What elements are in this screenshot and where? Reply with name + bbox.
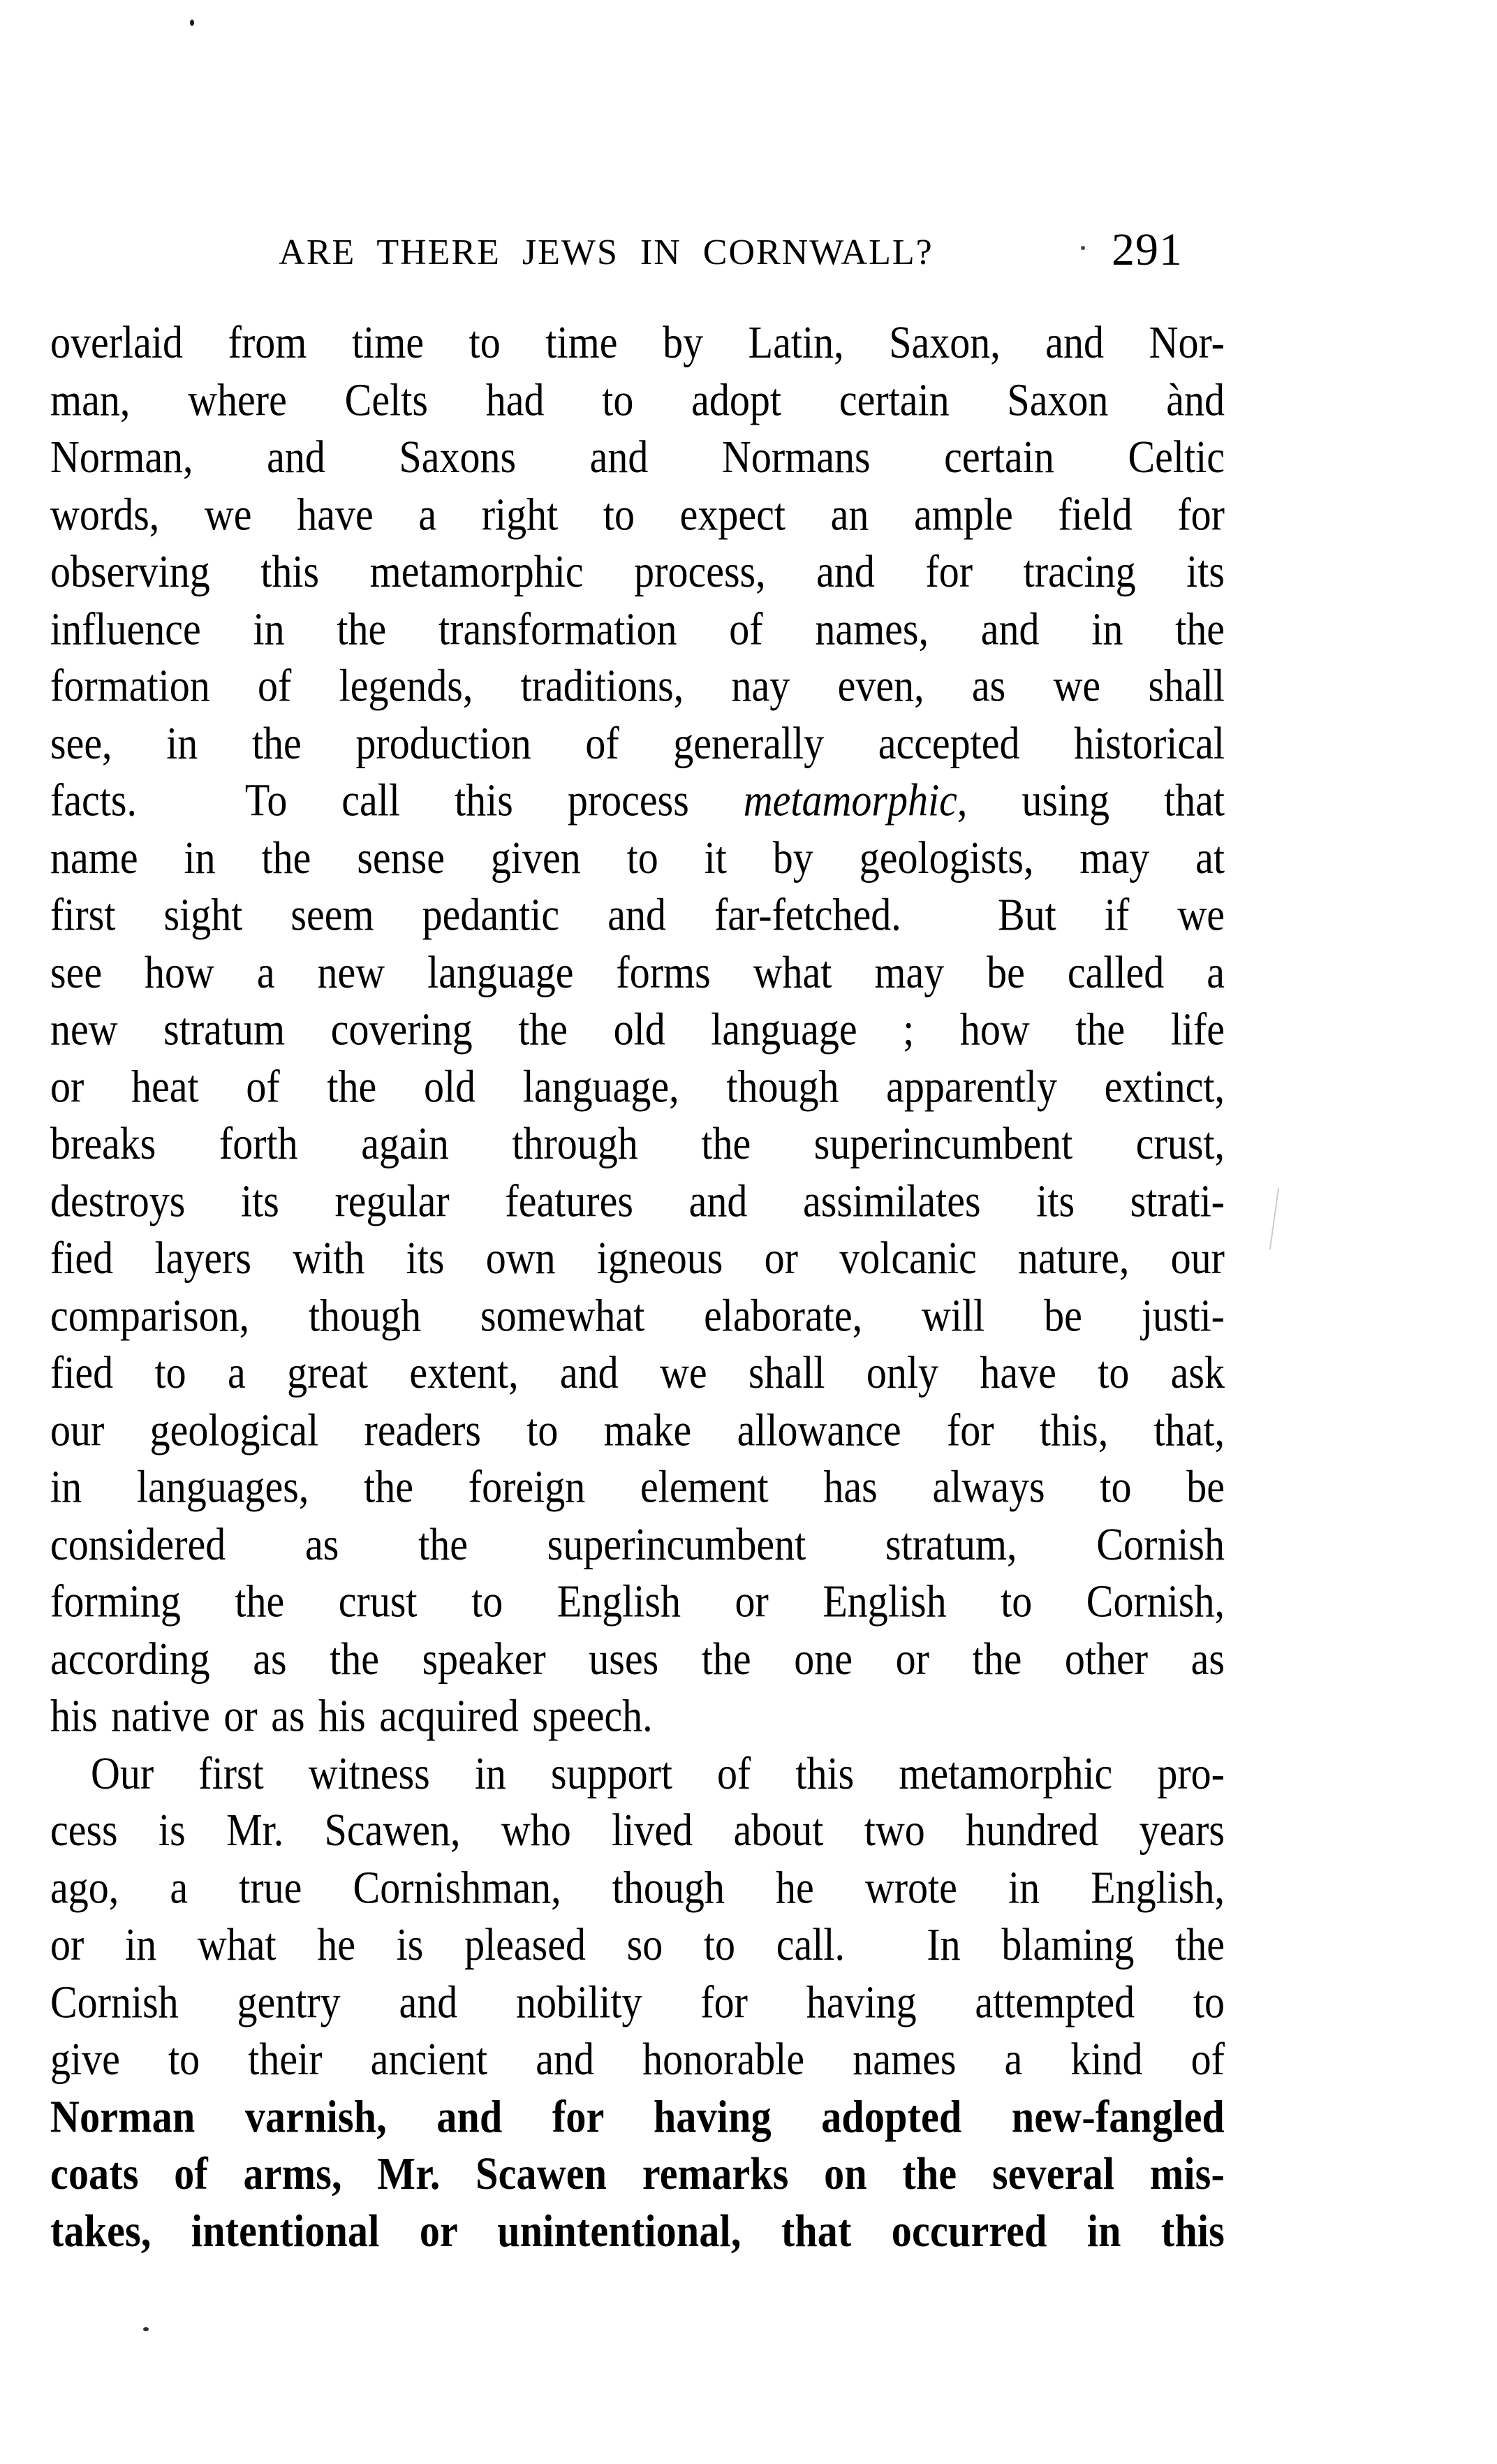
text-line: see, in the production of generally accepted historical bbox=[50, 717, 1225, 769]
text-line: Norman, and Saxons and Normans certain Celtic bbox=[50, 431, 1225, 483]
text-line: overlaid from time to time by Latin, Saxon, and Nor- bbox=[50, 316, 1225, 368]
text-line: formation of legends, traditions, nay even, as we shall bbox=[50, 659, 1225, 712]
text-line: his native or as his acquired speech. bbox=[50, 1689, 653, 1742]
text-line: cess is Mr. Scawen, who lived about two hundred years bbox=[50, 1804, 1225, 1856]
text-line: first sight seem pedantic and far-fetched. But if we bbox=[50, 888, 1225, 941]
scan-speck bbox=[143, 2327, 149, 2331]
text-line: destroys its regular features and assimilates its strati- bbox=[50, 1175, 1225, 1226]
text-line: or in what he is pleased so to call. In blaming the bbox=[50, 1919, 1225, 1970]
scan-speck bbox=[190, 20, 194, 26]
text-line: in languages, the foreign element has always to be bbox=[50, 1460, 1225, 1513]
text-line: give to their ancient and honorable names a kind of bbox=[50, 2033, 1225, 2085]
body-text bbox=[50, 314, 1225, 2259]
text-line: fied to a great extent, and we shall only have to ask bbox=[50, 1347, 1225, 1398]
text-line: new stratum covering the old language ; how the life bbox=[50, 1003, 1225, 1055]
text-line: or heat of the old language, though apparently extinct, bbox=[50, 1060, 1225, 1112]
text-line: considered as the superincumbent stratum, Cornish bbox=[50, 1518, 1225, 1570]
text-line: facts. To call this process metamorphic, using that bbox=[50, 774, 1225, 826]
text-line: takes, intentional or unintentional, that occurred in this bbox=[50, 2204, 1225, 2257]
text-line: see how a new language forms what may be called a bbox=[50, 946, 1225, 998]
text-line: man, where Celts had to adopt certain Saxon ànd bbox=[50, 374, 1225, 425]
text-line: comparison, though somewhat elaborate, will be justi- bbox=[50, 1289, 1225, 1341]
text-line: Norman varnish, and for having adopted new-fangled bbox=[50, 2090, 1225, 2142]
text-line: according as the speaker uses the one or the other as bbox=[50, 1632, 1225, 1685]
running-title: ARE THERE JEWS IN CORNWALL? bbox=[279, 233, 934, 272]
text-line: name in the sense given to it by geologists, may at bbox=[50, 831, 1225, 883]
text-line: observing this metamorphic process, and for tracing its bbox=[50, 545, 1225, 597]
text-line: forming the crust to English or English to Cornish, bbox=[50, 1575, 1225, 1627]
text-line: breaks forth again through the superincumbent crust, bbox=[50, 1117, 1225, 1169]
text-line: influence in the transformation of names, and in the bbox=[50, 603, 1225, 654]
text-line: ago, a true Cornishman, though he wrote in English, bbox=[50, 1861, 1225, 1913]
text-line: fied layers with its own igneous or volcanic nature, our bbox=[50, 1232, 1225, 1284]
text-line: words, we have a right to expect an ample field for bbox=[50, 488, 1225, 540]
page-header bbox=[50, 222, 1225, 278]
text-line: Cornish gentry and nobility for having attempted to bbox=[50, 1976, 1225, 2027]
text-line: coats of arms, Mr. Scawen remarks on the several mis- bbox=[50, 2147, 1225, 2199]
text-line: our geological readers to make allowance for this, that, bbox=[50, 1403, 1225, 1455]
page-number: 291 bbox=[1112, 224, 1183, 275]
text-line: Our first witness in support of this metamorphic pro- bbox=[91, 1747, 1225, 1798]
scan-speck bbox=[1269, 1187, 1280, 1249]
